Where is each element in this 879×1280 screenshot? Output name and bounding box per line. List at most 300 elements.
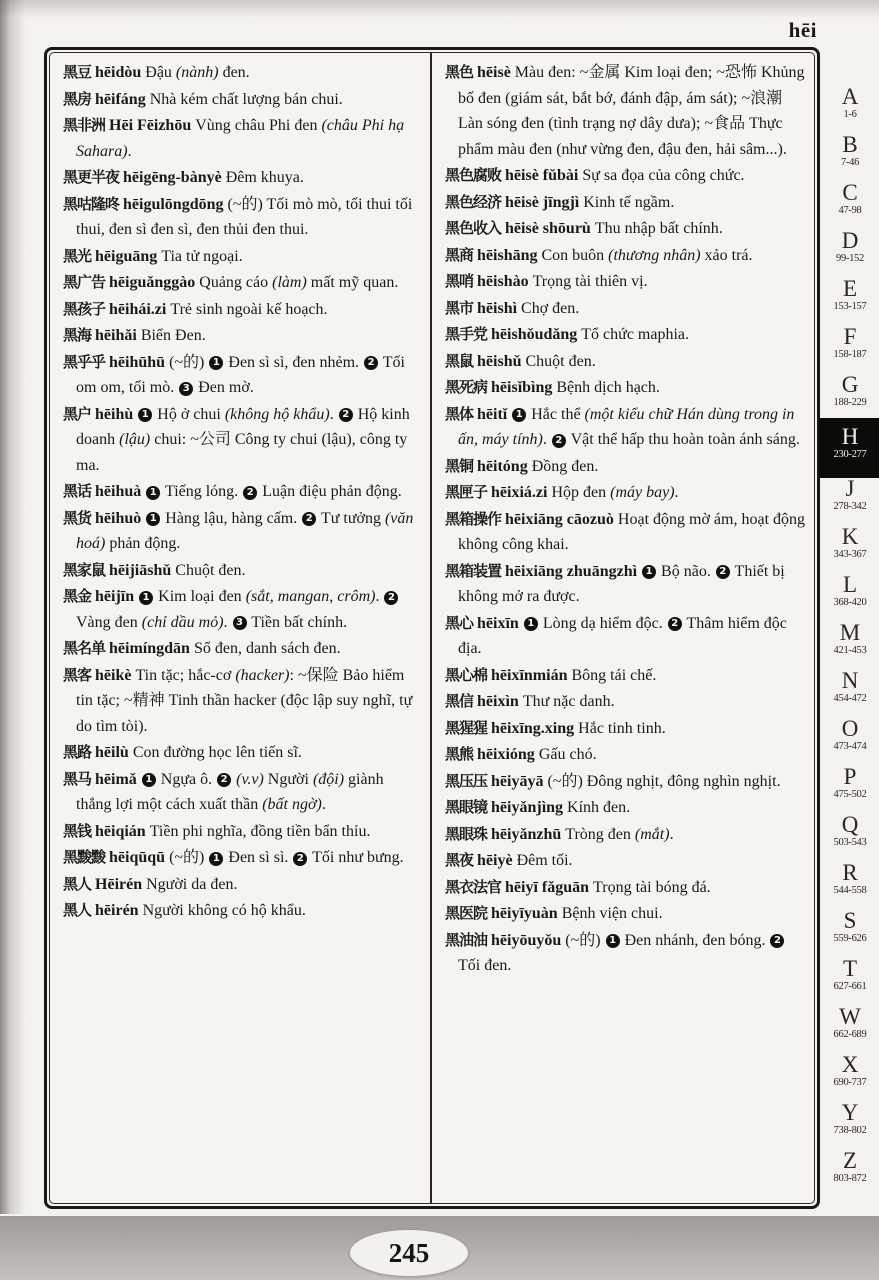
index-letter-label: Y (841, 1100, 859, 1125)
headword-hanzi: 黑户 (63, 404, 92, 423)
dictionary-entry (445, 216, 806, 242)
headword-hanzi: 黑市 (445, 298, 474, 317)
index-letter-J[interactable] (821, 476, 879, 524)
headword-hanzi: 黑猩猩 (445, 718, 488, 737)
definition-text: (~的) 1 Đen sì sì, đen nhẻm. 2 Tối om om, tối mò. 3 Đen mờ. (76, 353, 405, 396)
dictionary-entry (63, 402, 422, 479)
headword-pinyin: hēixiāng cāozuò (501, 510, 618, 528)
definition-text: Hoạt động mờ ám, hoạt động không công khai. (458, 510, 806, 553)
dictionary-entry (445, 60, 806, 162)
definition-text: Sổ đen, danh sách đen. (193, 640, 341, 657)
index-letter-D[interactable] (821, 228, 879, 276)
dictionary-entry (445, 742, 806, 768)
headword-pinyin: hēiyī fǎguān (501, 878, 594, 896)
dictionary-content-frame (44, 47, 820, 1209)
definition-text: Tiền phi nghĩa, đồng tiền bẩn thỉu. (149, 822, 371, 840)
sense-number-icon: 2 (339, 408, 353, 422)
index-letter-label: K (841, 524, 859, 549)
definition-text: 1 Kim loại đen (sắt, mangan, crôm). 2 Vàng đen (chỉ dầu mỏ). 3 Tiền bất chính. (76, 588, 399, 631)
sense-number-icon: 3 (233, 616, 247, 630)
index-page-range: 47-98 (838, 205, 862, 216)
headword-pinyin: hēilù (91, 744, 133, 761)
sense-number-icon: 2 (302, 512, 316, 526)
definition-text: Nhà kém chất lượng bán chui. (149, 90, 343, 108)
headword-pinyin: hēiyāyā (487, 772, 548, 790)
headword-hanzi: 黑色经济 (445, 192, 502, 211)
headword-hanzi: 黑箱装置 (445, 561, 502, 580)
definition-text: Con buôn (thương nhân) xảo trá. (541, 246, 753, 264)
headword-pinyin: hēishǔ (473, 352, 526, 370)
dictionary-entry (63, 87, 422, 113)
index-letter-X[interactable] (821, 1052, 879, 1100)
headword-hanzi: 黑铜 (445, 456, 474, 475)
index-letter-label: G (841, 372, 859, 397)
index-page-range: 188-229 (833, 397, 867, 408)
index-letter-label: D (841, 228, 859, 253)
definition-text: 1 Hắc thể (một kiểu chữ Hán dùng trong in ấn, máy tính). 2 Vật thể hấp thu hoàn toàn ánh sáng. (458, 405, 800, 448)
dictionary-entry (63, 584, 422, 635)
headword-hanzi: 黑人 (63, 901, 92, 919)
dictionary-entry (445, 480, 806, 506)
dictionary-entry (445, 559, 806, 610)
headword-pinyin: hēirén (91, 902, 143, 919)
index-letter-H[interactable] (821, 420, 879, 476)
dictionary-entry (445, 454, 806, 480)
dictionary-entry (445, 243, 806, 269)
index-page-range: 99-152 (836, 253, 864, 264)
definition-text: Đồng đen. (531, 457, 599, 475)
headword-hanzi: 黑豆 (63, 63, 92, 81)
definition-text: Tròng đen (mắt). (565, 825, 674, 843)
sense-number-icon: 1 (146, 486, 160, 500)
definition-text: Chuột đen. (175, 561, 246, 579)
page-number-text: 245 (388, 1237, 430, 1268)
headword-pinyin: hēixiá.zi (487, 484, 552, 501)
headword-pinyin: hēijīn (91, 588, 139, 605)
definition-text: (~的) 1 Đen sì sì. 2 Tối như bưng. (169, 849, 404, 866)
definition-text: (~的) Đông nghịt, đông nghìn nghịt. (547, 772, 781, 790)
headword-pinyin: hēihǎi (91, 327, 141, 344)
dictionary-entry (445, 822, 806, 848)
index-letter-K[interactable] (821, 524, 879, 572)
dictionary-entry (63, 323, 422, 349)
definition-text: Chuột đen. (525, 352, 596, 370)
dictionary-entry (445, 689, 806, 715)
headword-pinyin: Hēirén (91, 875, 147, 893)
definition-text: Người không có hộ khẩu. (142, 902, 306, 919)
entries-column-right (432, 53, 814, 1203)
headword-hanzi: 黑手党 (445, 325, 488, 343)
dictionary-entry (445, 795, 806, 821)
headword-hanzi: 黑孩子 (63, 299, 106, 318)
dictionary-entry (63, 845, 422, 871)
dictionary-entry (445, 322, 806, 348)
sense-number-icon: 2 (770, 934, 784, 948)
index-letter-label: Z (842, 1148, 858, 1173)
dictionary-entry (63, 350, 422, 401)
index-letter-A[interactable] (821, 84, 879, 132)
headword-pinyin: hēikè (91, 666, 136, 684)
index-letter-label: B (842, 132, 858, 157)
headword-hanzi: 黑体 (445, 404, 474, 423)
sense-number-icon: 1 (642, 565, 656, 579)
sense-number-icon: 2 (668, 617, 682, 631)
index-letter-Q[interactable] (821, 812, 879, 860)
headword-hanzi: 黑咕隆咚 (63, 194, 120, 213)
dictionary-entry (63, 663, 422, 740)
definition-text: Sự sa đọa của công chức. (582, 167, 745, 184)
index-letter-label: H (841, 424, 859, 449)
definition-text: Kinh tế ngầm. (583, 193, 675, 211)
headword-hanzi: 黑更半夜 (63, 168, 120, 186)
headword-hanzi: 黑客 (63, 665, 92, 684)
definition-text: Vùng châu Phi đen (châu Phi hạ Sahara). (76, 117, 405, 160)
index-page-range: 559-626 (833, 933, 867, 944)
dictionary-entry (63, 767, 422, 818)
index-letter-Z[interactable] (821, 1148, 879, 1196)
headword-hanzi: 黑路 (63, 743, 92, 761)
thumb-index-rail (821, 84, 879, 1210)
index-letter-B[interactable] (821, 132, 879, 180)
index-page-range: 544-558 (833, 885, 867, 896)
definition-text: Bệnh dịch hạch. (556, 379, 660, 396)
index-letter-label: O (841, 716, 859, 741)
dictionary-entry (445, 848, 806, 874)
headword-pinyin: Hēi Fēizhōu (105, 117, 196, 134)
definition-text: Đêm tối. (516, 852, 573, 869)
page-number (350, 1230, 468, 1276)
index-page-range: 368-420 (833, 597, 867, 608)
headword-hanzi: 黑医院 (445, 904, 488, 922)
headword-pinyin: hēiyīyuàn (487, 905, 562, 922)
dictionary-entry (63, 244, 422, 270)
dictionary-entry (63, 270, 422, 296)
headword-pinyin: hēiguāng (91, 247, 162, 265)
index-letter-L[interactable] (821, 572, 879, 620)
headword-pinyin: hēihuà (91, 483, 146, 500)
sense-number-icon: 2 (364, 356, 378, 370)
dictionary-entry (445, 349, 806, 375)
definition-text: Trọng tài thiên vị. (532, 273, 648, 290)
definition-text: (~的) Tối mò mò, tối thui tối thui, đen sì đen sì, đen thủi đen thui. (76, 195, 413, 238)
index-page-range: 690-737 (833, 1077, 867, 1088)
dictionary-entry (445, 663, 806, 689)
sense-number-icon: 1 (524, 617, 538, 631)
headword-hanzi: 黑色收入 (445, 219, 502, 237)
index-letter-label: P (843, 764, 857, 789)
index-letter-E[interactable] (821, 276, 879, 324)
entries-column-left (50, 53, 432, 1203)
dictionary-entry (63, 558, 422, 584)
dictionary-entry (445, 375, 806, 401)
definition-text: 1 Hàng lậu, hàng cấm. 2 Tư tưởng (văn hoá) phản động. (76, 509, 414, 552)
definition-text: Hắc tinh tinh. (578, 719, 666, 737)
definition-text: Trẻ sinh ngoài kế hoạch. (170, 300, 328, 318)
headword-pinyin: hēishì (473, 299, 522, 317)
headword-hanzi: 黑眼镜 (445, 798, 488, 816)
headword-pinyin: hēisǐbìng (487, 379, 557, 396)
dictionary-entry (63, 898, 422, 924)
index-page-range: 7-46 (840, 157, 860, 168)
dictionary-entry (445, 507, 806, 558)
definition-text: 1 Ngựa ô. 2 (v.v) Người (đội) giành thắng lợi một cách xuất thần (bất ngờ). (76, 770, 384, 813)
index-page-range: 230-277 (833, 449, 867, 460)
headword-hanzi: 黑人 (63, 874, 92, 893)
definition-text: 1 Bộ não. 2 Thiết bị không mở ra được. (458, 562, 785, 605)
index-letter-label: F (843, 324, 857, 349)
definition-text: Gấu chó. (538, 746, 597, 763)
headword-hanzi: 黑死病 (445, 378, 488, 396)
definition-text: Người da đen. (146, 875, 238, 893)
headword-pinyin: hēihūhū (105, 353, 170, 371)
headword-pinyin: hēisè (473, 64, 515, 81)
headword-hanzi: 黑海 (63, 326, 92, 344)
index-letter-label: E (842, 276, 858, 301)
dictionary-entry (63, 479, 422, 505)
headword-hanzi: 黑匣子 (445, 483, 488, 501)
definition-text: 1 Tiếng lóng. 2 Luận điệu phản động. (145, 483, 401, 500)
definition-text: Hộp đen (máy bay). (551, 484, 679, 501)
index-letter-label: X (841, 1052, 859, 1077)
definition-text: 1 Hộ ở chui (không hộ khẩu). 2 Hộ kinh doanh (lậu) chui: ~公司 Công ty chui (lậu), công ty ma. (76, 405, 410, 474)
definition-text: Biển Đen. (140, 327, 206, 344)
headword-hanzi: 黑色腐败 (445, 166, 502, 184)
definition-text: Tia tử ngoại. (161, 247, 243, 265)
dictionary-entry (63, 506, 422, 557)
definition-text: Bệnh viện chui. (561, 905, 663, 922)
headword-pinyin: hēiguǎnggào (105, 274, 200, 291)
headword-pinyin: hēiyǎnjìng (487, 799, 568, 816)
index-letter-T[interactable] (821, 956, 879, 1004)
dictionary-entry (63, 165, 422, 191)
index-letter-label: R (842, 860, 858, 885)
index-letter-label: M (839, 620, 861, 645)
definition-text: 1 Lòng dạ hiểm độc. 2 Thâm hiểm độc địa. (458, 614, 787, 657)
headword-hanzi: 黑钱 (63, 821, 92, 840)
headword-hanzi: 黑鼠 (445, 351, 474, 370)
sense-number-icon: 1 (138, 408, 152, 422)
headword-hanzi: 黑衣法官 (445, 877, 502, 896)
index-letter-C[interactable] (821, 180, 879, 228)
headword-pinyin: hēimíngdān (105, 640, 194, 657)
headword-pinyin: hēixìn (473, 693, 523, 710)
definition-text: Trọng tài bóng đá. (593, 878, 711, 896)
headword-hanzi: 黑色 (445, 63, 474, 81)
index-page-range: 278-342 (833, 501, 867, 512)
headword-pinyin: hēitǐ (473, 405, 512, 423)
index-letter-S[interactable] (821, 908, 879, 956)
running-head: hēi (788, 18, 817, 42)
headword-pinyin: hēisè jīngjì (501, 193, 584, 211)
index-page-range: 153-157 (833, 301, 867, 312)
headword-pinyin: hēigulōngdōng (119, 195, 228, 213)
headword-pinyin: hēihuò (91, 509, 146, 527)
index-letter-label: S (843, 908, 857, 933)
dictionary-content-inner-frame (49, 52, 815, 1204)
sense-number-icon: 1 (209, 356, 223, 370)
index-letter-label: W (839, 1004, 861, 1029)
index-letter-label: N (841, 668, 859, 693)
dictionary-entry (63, 60, 422, 86)
sense-number-icon: 2 (716, 565, 730, 579)
headword-hanzi: 黑夜 (445, 851, 474, 869)
definition-text: Quảng cáo (làm) mất mỹ quan. (199, 274, 399, 291)
definition-text: Kính đen. (567, 799, 631, 816)
dictionary-entry (445, 296, 806, 322)
headword-pinyin: hēijiāshǔ (105, 561, 176, 579)
sense-number-icon: 1 (209, 852, 223, 866)
definition-text: Thư nặc danh. (522, 693, 615, 710)
index-page-range: 158-187 (833, 349, 867, 360)
dictionary-entry (445, 769, 806, 795)
index-letter-label: Q (841, 812, 859, 837)
dictionary-entry (63, 192, 422, 243)
headword-pinyin: hēishào (473, 273, 533, 290)
dictionary-entry (63, 297, 422, 323)
sense-number-icon: 1 (139, 591, 153, 605)
headword-hanzi: 黑心棉 (445, 665, 488, 684)
definition-text: Màu đen: ~金属 Kim loại đen; ~恐怖 Khủng bố đen (giám sát, bắt bớ, đánh đập, ám sát); ~浪潮 Làn sóng đen (tình trạng nợ dây dưa); ~食品 Thực phẩm màu đen (như vừng đen, đậu đen, hải sâm...). (458, 64, 805, 158)
dictionary-entry (63, 872, 422, 898)
index-page-range: 627-661 (833, 981, 867, 992)
dictionary-entry (445, 402, 806, 453)
index-letter-label: J (845, 476, 855, 501)
definition-text: Thu nhập bất chính. (594, 220, 723, 237)
headword-pinyin: hēixióng (473, 746, 539, 763)
index-letter-M[interactable] (821, 620, 879, 668)
index-page-range: 454-472 (833, 693, 867, 704)
headword-pinyin: hēishāng (473, 246, 542, 264)
headword-hanzi: 黑马 (63, 769, 92, 788)
headword-pinyin: hēiqūqū (105, 849, 170, 866)
headword-pinyin: hēixīng.xing (487, 719, 579, 737)
headword-hanzi: 黑商 (445, 245, 474, 264)
dictionary-entry (63, 740, 422, 766)
sense-number-icon: 1 (142, 773, 156, 787)
sense-number-icon: 1 (606, 934, 620, 948)
index-letter-label: C (842, 180, 858, 205)
headword-hanzi: 黑货 (63, 508, 92, 527)
headword-pinyin: hēiyǎnzhū (487, 825, 566, 843)
headword-hanzi: 黑房 (63, 89, 92, 108)
headword-hanzi: 黑油油 (445, 930, 488, 949)
index-letter-Y[interactable] (821, 1100, 879, 1148)
index-page-range: 503-543 (833, 837, 867, 848)
headword-pinyin: hēifáng (91, 90, 150, 108)
dictionary-entry (63, 636, 422, 662)
index-page-range: 475-502 (833, 789, 867, 800)
index-page-range: 473-474 (833, 741, 867, 752)
index-page-range: 421-453 (833, 645, 867, 656)
dictionary-entry (445, 875, 806, 901)
index-letter-W[interactable] (821, 1004, 879, 1052)
headword-pinyin: hēisè shōurù (501, 220, 595, 237)
headword-hanzi: 黑光 (63, 246, 92, 265)
index-page-range: 343-367 (833, 549, 867, 560)
index-letter-label: A (841, 84, 859, 109)
index-letter-N[interactable] (821, 668, 879, 716)
dictionary-entry (445, 611, 806, 662)
index-letter-label: L (842, 572, 858, 597)
headword-pinyin: hēixīn (473, 614, 523, 632)
dictionary-entry (445, 901, 806, 927)
headword-hanzi: 黑广告 (63, 273, 106, 291)
sense-number-icon: 2 (552, 434, 566, 448)
headword-hanzi: 黑非洲 (63, 116, 106, 134)
headword-pinyin: hēitóng (473, 457, 532, 475)
definition-text: Tin tặc; hắc-cơ (hacker): ~保险 Bảo hiểm tin tặc; ~精神 Tinh thần hacker (độc lập suy nghĩ, tự do tìm tòi). (76, 666, 413, 735)
headword-hanzi: 黑压压 (445, 771, 488, 790)
sense-number-icon: 1 (146, 512, 160, 526)
sense-number-icon: 2 (293, 852, 307, 866)
definition-text: Bông tái chế. (571, 666, 657, 684)
headword-hanzi: 黑话 (63, 482, 92, 500)
headword-pinyin: hēihái.zi (105, 300, 171, 318)
headword-hanzi: 黑乎乎 (63, 352, 106, 371)
definition-text: Con đường học lên tiến sĩ. (132, 744, 302, 761)
headword-pinyin: hēixīnmián (487, 666, 572, 684)
headword-pinyin: hēihù (91, 405, 138, 423)
headword-hanzi: 黑熊 (445, 745, 474, 763)
sense-number-icon: 3 (179, 382, 193, 396)
dictionary-entry (445, 928, 806, 979)
definition-text: Đậu (nành) đen. (145, 64, 250, 81)
headword-hanzi: 黑家鼠 (63, 560, 106, 579)
definition-text: Tổ chức maphia. (581, 326, 690, 343)
headword-pinyin: hēigēng-bànyè (119, 169, 226, 186)
index-letter-label: T (842, 956, 858, 981)
index-page-range: 1-6 (843, 109, 857, 120)
dictionary-entry (445, 190, 806, 216)
dictionary-entry (445, 163, 806, 189)
index-letter-F[interactable] (821, 324, 879, 372)
sense-number-icon: 2 (217, 773, 231, 787)
index-letter-O[interactable] (821, 716, 879, 764)
dictionary-entry (445, 716, 806, 742)
index-letter-P[interactable] (821, 764, 879, 812)
headword-hanzi: 黑哨 (445, 272, 474, 290)
headword-hanzi: 黑名单 (63, 639, 106, 657)
definition-text: Chợ đen. (521, 299, 580, 317)
headword-hanzi: 黑箱操作 (445, 509, 502, 528)
sense-number-icon: 2 (243, 486, 257, 500)
dictionary-entry (63, 819, 422, 845)
index-letter-R[interactable] (821, 860, 879, 908)
headword-pinyin: hēisè fǔbài (501, 167, 583, 184)
sense-number-icon: 2 (384, 591, 398, 605)
definition-text: Đêm khuya. (225, 169, 304, 186)
headword-hanzi: 黑眼珠 (445, 824, 488, 843)
headword-hanzi: 黑心 (445, 613, 474, 632)
index-page-range: 738-802 (833, 1125, 867, 1136)
index-letter-G[interactable] (821, 372, 879, 420)
headword-pinyin: hēiyōuyǒu (487, 931, 566, 949)
dictionary-entry (63, 113, 422, 164)
sense-number-icon: 1 (512, 408, 526, 422)
dictionary-entry (445, 269, 806, 295)
definition-text: (~的) 1 Đen nhánh, đen bóng. 2 Tối đen. (458, 932, 785, 975)
headword-hanzi: 黑信 (445, 692, 474, 710)
headword-pinyin: hēiqián (91, 822, 150, 840)
index-page-range: 662-689 (833, 1029, 867, 1040)
index-page-range: 803-872 (833, 1173, 867, 1184)
headword-pinyin: hēishǒudǎng (487, 326, 582, 343)
headword-pinyin: hēimǎ (91, 770, 141, 788)
headword-pinyin: hēiyè (473, 852, 517, 869)
headword-pinyin: hēixiāng zhuāngzhì (501, 562, 642, 580)
headword-hanzi: 黑黢黢 (63, 848, 106, 866)
headword-pinyin: hēidòu (91, 64, 146, 81)
